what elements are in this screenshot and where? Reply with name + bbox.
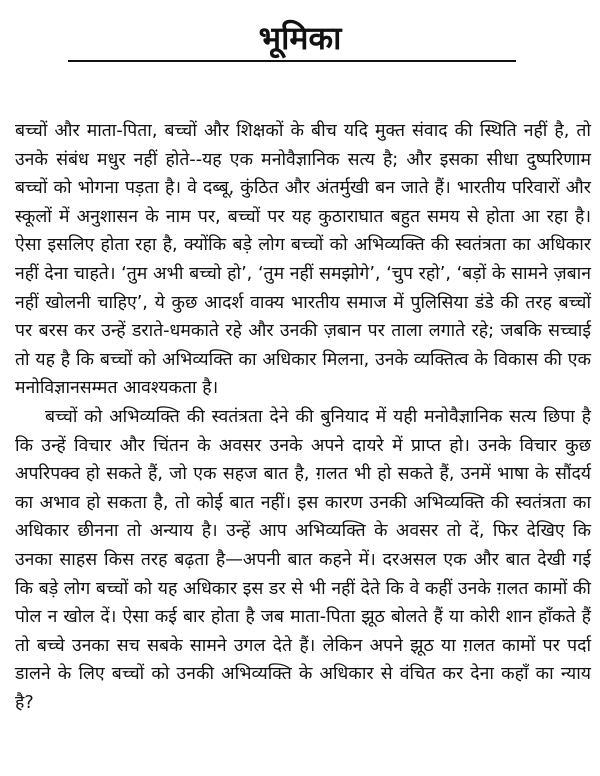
paragraph-1: बच्चों और माता-पिता, बच्चों और शिक्षकों के बीच यदि मुक्त संवाद की स्थिति नहीं है, तो उनके संबंध मधुर नहीं होते--यह एक मनोवैज्ञानिक सत्य है; और इसका सीधा दुष्परिणाम बच्चों को भोगना पड़ता है। वे दब्बू, कुंठित और अंतर्मुखी बन जाते हैं। भारतीय परिवारों और स्कूलों में अनुशासन के नाम पर, बच्चों पर यह कुठाराघात बहुत समय से होता आ रहा है। ऐसा इसलिए होता रहा है, क्योंकि बड़े लोग बच्चों को अभिव्यक्ति की स्वतंत्रता का अधिकार नहीं देना चाहते। ‘तुम अभी बच्चो हो’, ‘तुम नहीं समझोगे’, ‘चुप रहो’, ‘बड़ों के सामने ज़बान नहीं खोलनी चाहिए’, ये कुछ आदर्श वाक्य भारतीय समाज में पुलिसिया डंडे की तरह बच्चों पर बरस कर उन्हें डराते-धमकाते रहे और उनकी ज़बान पर ताला लगाते रहे; जबकि सच्चाई तो यह है कि बच्चों को अभिव्यक्ति का अधिकार मिलना, उनके व्यक्तित्व के विकास की एक मनोविज्ञानसम्मत आवश्यकता है। — [15, 121, 591, 399]
page-title: भूमिका — [258, 19, 342, 57]
title-underline — [68, 60, 516, 62]
body-text — [15, 117, 591, 717]
paragraph-2: बच्चों को अभिव्यक्ति की स्वतंत्रता देने की बुनियाद में यही मनोवैज्ञानिक सत्य छिपा है कि उन्हें विचार और चिंतन के अवसर उनके अपने दायरे में प्राप्त हो। उनके विचार कुछ अपरिपक्व हो सकते हैं, जो एक सहज बात है, ग़लत भी हो सकते हैं, उनमें भाषा के सौंदर्य का अभाव हो सकता है, तो कोई बात नहीं। इस कारण उनकी अभिव्यक्ति की स्वतंत्रता का अधिकार छीनना तो अन्याय है। उन्हें आप अभिव्यक्ति के अवसर तो दें, फिर देखिए कि उनका साहस किस तरह बढ़ता है—अपनी बात कहने में। दरअसल एक और बात देखी गई कि बड़े लोग बच्चों को यह अधिकार इस डर से भी नहीं देते कि वे कहीं उनके ग़लत कामों की पोल न खोल दें। ऐसा कई बार होता है जब माता-पिता झूठ बोलते हैं या कोरी शान हाँकते हैं तो बच्चे उनका सच सबके सामने उगल देते हैं। लेकिन अपने झूठ या ग़लत कामों पर पर्दा डालने के लिए बच्चों को उनकी अभिव्यक्ति के अधिकार से वंचित कर देना कहाँ का न्याय है? — [15, 406, 591, 713]
